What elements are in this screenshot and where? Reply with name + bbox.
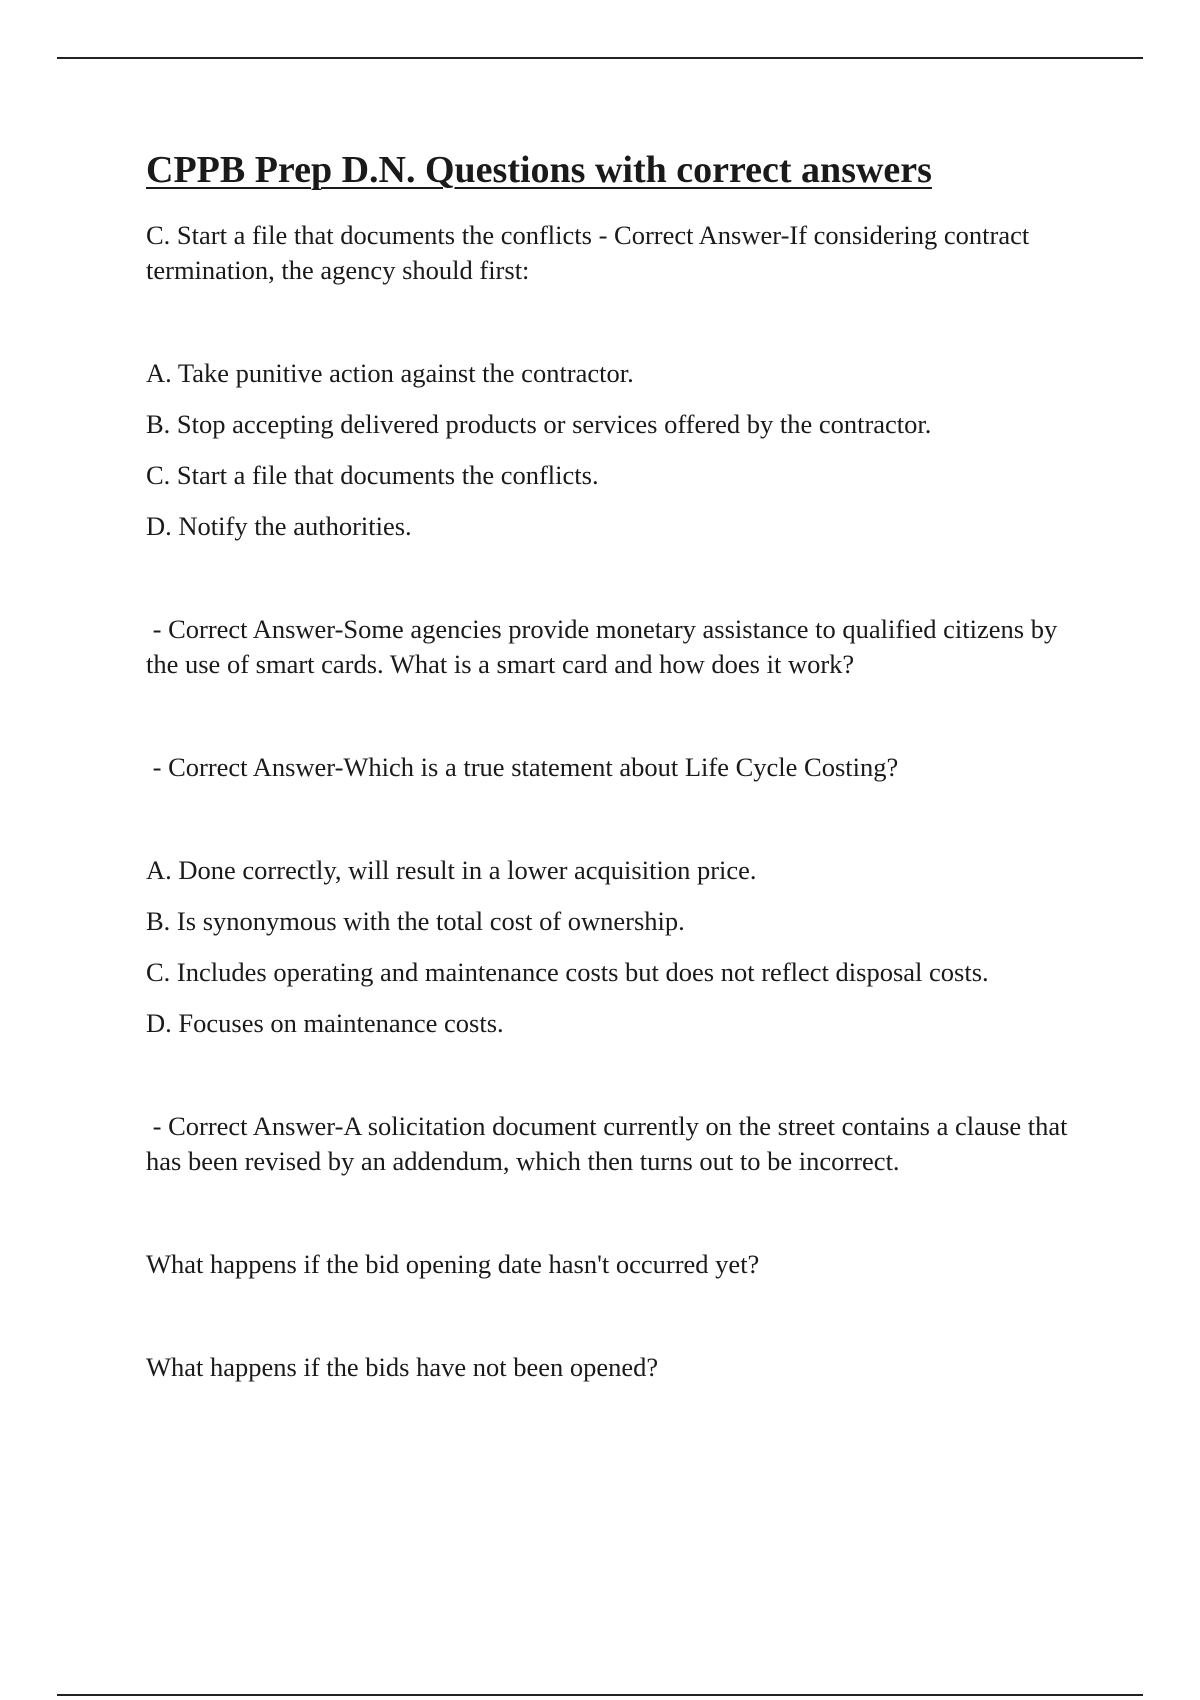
question-2-text: - Correct Answer-Some agencies provide monetary assistance to qualified citizens by the use of smart cards. What is a smart card and how does it work? (146, 614, 1064, 679)
option-a: A. Done correctly, will result in a lower acquisition price. (146, 855, 757, 885)
bottom-rule (57, 1694, 1143, 1696)
option-c: C. Includes operating and maintenance costs but does not reflect disposal costs. (146, 957, 989, 987)
question-4-text: - Correct Answer-A solicitation document currently on the street contains a clause that has been revised by an addendum, which then turns out to be incorrect. (146, 1111, 1075, 1176)
option-d: D. Focuses on maintenance costs. (146, 1008, 504, 1038)
question-3-options (146, 853, 1096, 1041)
question-3-text: - Correct Answer-Which is a true statement about Life Cycle Costing? (146, 752, 899, 782)
option-c: C. Start a file that documents the conflicts. (146, 460, 599, 490)
document-title: CPPB Prep D.N. Questions with correct answers (146, 149, 932, 191)
question-4-followup-1: What happens if the bid opening date hasn't occurred yet? (146, 1249, 760, 1279)
top-rule (57, 57, 1143, 59)
option-b: B. Is synonymous with the total cost of ownership. (146, 906, 685, 936)
document-body (146, 146, 1096, 1385)
question-1-options (146, 356, 1096, 544)
option-d: D. Notify the authorities. (146, 511, 412, 541)
option-a: A. Take punitive action against the contractor. (146, 358, 634, 388)
question-1-text: C. Start a file that documents the conflicts - Correct Answer-If considering contract termination, the agency should first: (146, 220, 1030, 285)
question-4-followup-2: What happens if the bids have not been opened? (146, 1352, 659, 1382)
option-b: B. Stop accepting delivered products or services offered by the contractor. (146, 409, 932, 439)
